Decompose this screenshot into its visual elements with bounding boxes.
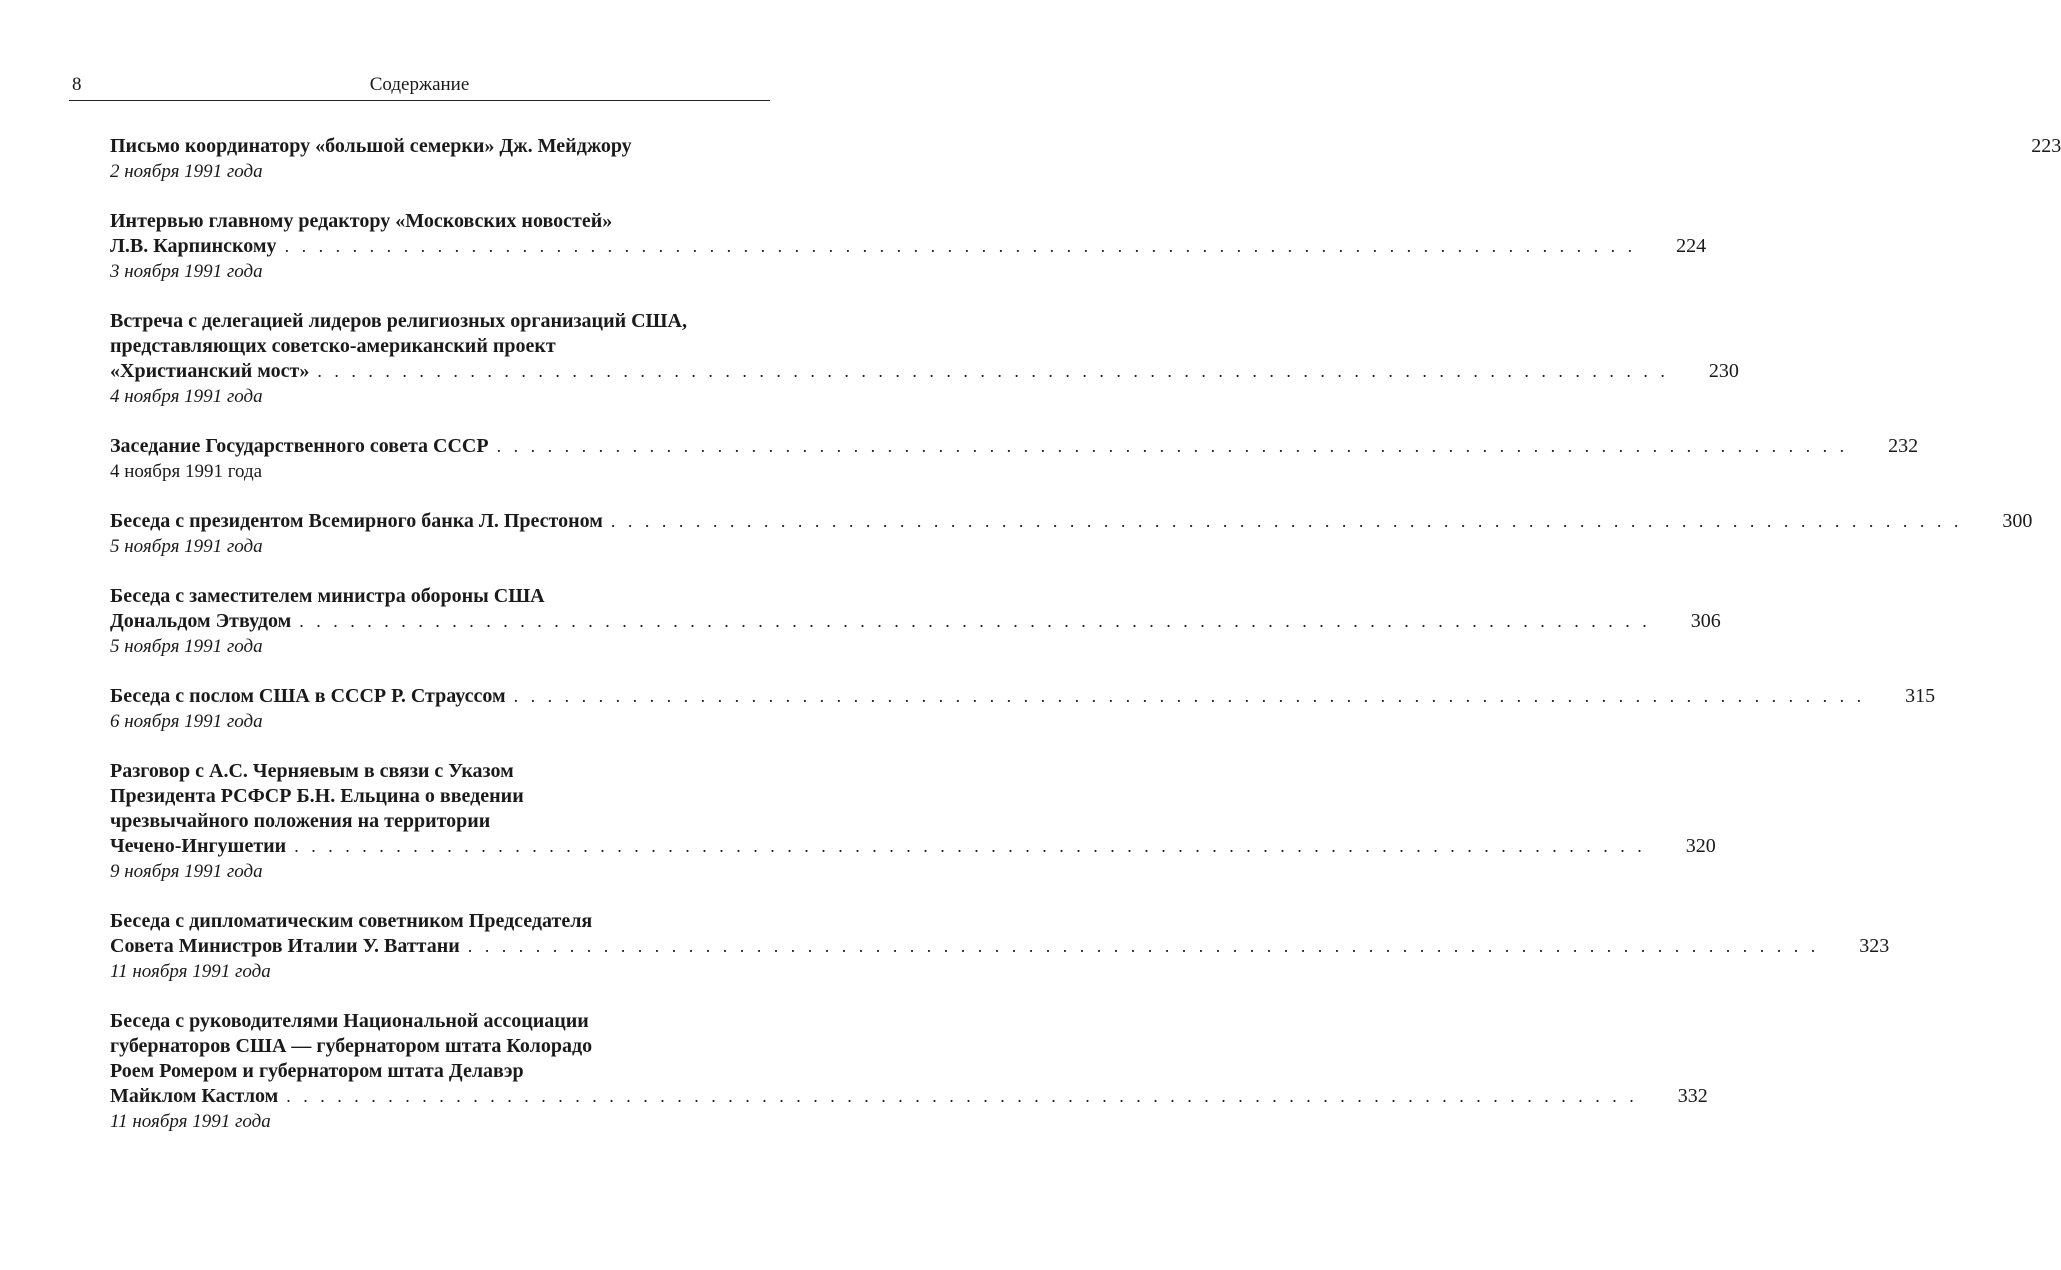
entry-line xyxy=(110,809,766,834)
running-header xyxy=(69,70,770,101)
entry-title-line: Беседа с президентом Всемирного банка Л. Престоном xyxy=(110,510,603,532)
entry-date: 4 ноября 1991 года xyxy=(110,386,263,407)
entry-line xyxy=(110,1034,766,1059)
entry-title-line: Встреча с делегацией лидеров религиозных организаций США, xyxy=(110,310,687,332)
entry-title-line: Роем Ромером и губернатором штата Делавэр xyxy=(110,1060,524,1082)
entry-last-line xyxy=(110,434,1919,459)
entry-last-line xyxy=(110,1084,1708,1109)
entry-date: 5 ноября 1991 года xyxy=(110,636,263,657)
dot-leader: . . . . . . . . . . . . . . . . . . . . . . . . . . . . . . . . . . . . . . . . . . . . . . . . . . . . . . . . . . . . . . . . . . . . . . . . . . . . . . . . xyxy=(286,1086,1638,1106)
entry-last-line xyxy=(110,509,2033,534)
entry-title-line: Письмо координатору «большой семерки» Дж. Мейджору xyxy=(110,135,632,157)
entry-line xyxy=(110,209,766,234)
table-of-contents xyxy=(110,134,2061,1159)
entry-title-line: губернаторов США — губернатором штата Колорадо xyxy=(110,1035,593,1057)
entry-page-number: 232 xyxy=(1888,435,1919,457)
entry-title-line: чрезвычайного положения на территории xyxy=(110,810,491,832)
dot-leader: . . . . . . . . . . . . . . . . . . . . . . . . . . . . . . . . . . . . . . . . . . . . . . . . . . . . . . . . . . . . . . . . . . . . . . . . . . . . . . . . xyxy=(299,611,1651,631)
entry-page-number: 320 xyxy=(1685,835,1716,857)
entry-title-line: представляющих советско-американский проект xyxy=(110,335,556,357)
entry-date: 6 ноября 1991 года xyxy=(110,711,263,732)
entry-line xyxy=(110,1059,766,1084)
entry-last-line xyxy=(110,609,1721,634)
entry-line xyxy=(110,784,766,809)
entry-title-line: Л.В. Карпинскому xyxy=(110,235,277,257)
entry-title-line: Разговор с А.С. Черняевым в связи с Указом xyxy=(110,760,514,782)
entry-page-number: 306 xyxy=(1690,610,1721,632)
running-title: Содержание xyxy=(369,74,470,95)
toc-entry xyxy=(110,759,1716,884)
toc-entry xyxy=(110,434,1919,484)
entry-line xyxy=(110,759,766,784)
toc-entry xyxy=(110,909,1890,984)
entry-last-line xyxy=(110,834,1716,859)
entry-page-number: 323 xyxy=(1859,935,1890,957)
dot-leader: . . . . . . . . . . . . . . . . . . . . . . . . . . . . . . . . . . . . . . . . . . . . . . . . . . . . . . . . . . . . . . . . . . . . . . . . . . . . . . . . xyxy=(496,436,1849,456)
entry-page-number: 315 xyxy=(1905,685,1936,707)
entry-page-number: 223 xyxy=(2031,135,2061,157)
dot-leader: . . . . . . . . . . . . . . . . . . . . . . . . . . . . . . . . . . . . . . . . . . . . . . . . . . . . . . . . . . . . . . . . . . . . . . . . . . . . . . . . xyxy=(467,936,1820,956)
entry-last-line xyxy=(110,934,1890,959)
entry-title-line: Беседа с дипломатическим советником Председателя xyxy=(110,910,593,932)
dot-leader: . . . . . . . . . . . . . . . . . . . . . . . . . . . . . . . . . . . . . . . . . . . . . . . . . . . . . . . . . . . . . . . . . . . . . . . . . . . . . . . . xyxy=(513,686,1866,706)
toc-entry xyxy=(110,134,2061,184)
entry-last-line xyxy=(110,684,1936,709)
toc-entry xyxy=(110,309,1739,409)
entry-date: 3 ноября 1991 года xyxy=(110,261,263,282)
entry-last-line xyxy=(110,359,1739,384)
dot-leader: . . . . . . . . . . . . . . . . . . . . . . . . . . . . . . . . . . . . . . . . . . . . . . . . . . . . . . . . . . . . . . . . . . . . . . . . . . . . . . . . xyxy=(284,236,1637,256)
entry-title-line: Майклом Кастлом xyxy=(110,1085,279,1107)
entry-page-number: 332 xyxy=(1677,1085,1708,1107)
entry-page-number: 230 xyxy=(1708,360,1739,382)
entry-line xyxy=(110,309,766,334)
entry-title-line: Чечено-Ингушетии xyxy=(110,835,287,857)
entry-date: 4 ноября 1991 года xyxy=(110,461,263,482)
toc-entry xyxy=(110,209,1707,284)
entry-title-line: Беседа с заместителем министра обороны США xyxy=(110,585,545,607)
toc-entry xyxy=(110,1009,1708,1134)
entry-last-line xyxy=(110,234,1707,259)
entry-line xyxy=(110,584,766,609)
page-number: 8 xyxy=(72,74,82,95)
entry-line xyxy=(110,334,766,359)
dot-leader: . . . . . . . . . . . . . . . . . . . . . . . . . . . . . . . . . . . . . . . . . . . . . . . . . . . . . . . . . . . . . . . . . . . . . . . . . . . . . . . . xyxy=(294,836,1646,856)
toc-entry xyxy=(110,584,1721,659)
entry-date: 5 ноября 1991 года xyxy=(110,536,263,557)
entry-date: 11 ноября 1991 года xyxy=(110,961,271,982)
entry-date: 2 ноября 1991 года xyxy=(110,161,263,182)
toc-entry xyxy=(110,509,2033,559)
entry-last-line xyxy=(110,134,2061,159)
entry-title-line: Заседание Государственного совета СССР xyxy=(110,435,489,457)
entry-title-line: Дональдом Этвудом xyxy=(110,610,292,632)
entry-title-line: Беседа с послом США в СССР Р. Страуссом xyxy=(110,685,506,707)
toc-entry xyxy=(110,684,1936,734)
entry-date: 9 ноября 1991 года xyxy=(110,861,263,882)
entry-title-line: «Христианский мост» xyxy=(110,360,310,382)
entry-title-line: Беседа с руководителями Национальной ассоциации xyxy=(110,1010,589,1032)
entry-page-number: 300 xyxy=(2002,510,2033,532)
entry-line xyxy=(110,1009,766,1034)
entry-title-line: Интервью главному редактору «Московских новостей» xyxy=(110,210,613,232)
dot-leader: . . . . . . . . . . . . . . . . . . . . . . . . . . . . . . . . . . . . . . . . . . . . . . . . . . . . . . . . . . . . . . . . . . . . . . . . . . . . . . . . xyxy=(610,511,1963,531)
entry-title-line: Президента РСФСР Б.Н. Ельцина о введении xyxy=(110,785,524,807)
entry-date: 11 ноября 1991 года xyxy=(110,1111,271,1132)
dot-leader: . . . . . . . . . . . . . . . . . . . . . . . . . . . . . . . . . . . . . . . . . . . . . . . . . . . . . . . . . . . . . . . . . . . . . . . . . . . . . . . . xyxy=(317,361,1669,381)
entry-page-number: 224 xyxy=(1676,235,1707,257)
entry-title-line: Совета Министров Италии У. Ваттани xyxy=(110,935,460,957)
entry-line xyxy=(110,909,766,934)
